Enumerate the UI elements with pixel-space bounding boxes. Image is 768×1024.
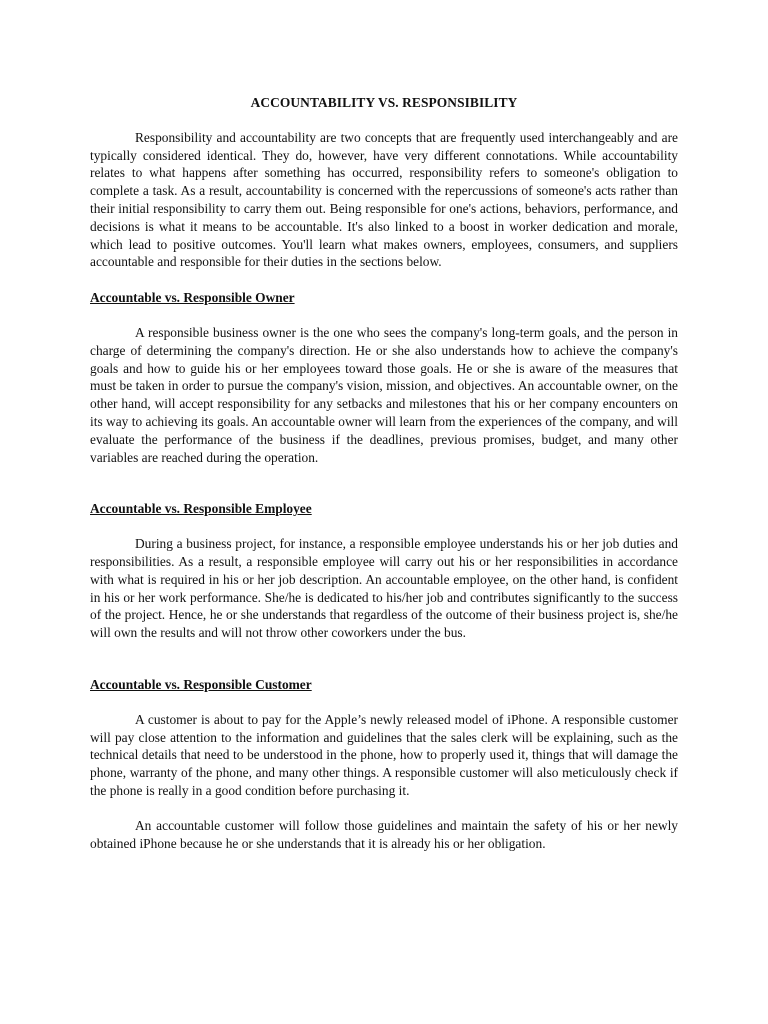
- spacer: [90, 694, 678, 711]
- spacer: [90, 518, 678, 535]
- section-heading-employee: Accountable vs. Responsible Employee: [90, 501, 312, 517]
- owner-paragraph: A responsible business owner is the one who sees the company's long-term goals, and the person in charge of determining the company's direction. He or she also understands how to achieve the company's goals and how to guide his or her employees toward those goals. He or she is aware of the measures that must be taken in order to pursue the company's vision, mission, and objectives. An accountable owner, on the other hand, will accept responsibility for any setbacks and milestones that his or her company encounters on its way to achieving its goals. An accountable owner will learn from the experiences of the company, and will evaluate the performance of the business if the deadlines, previous promises, budget, and many other variables are reached during the operation.: [90, 324, 678, 465]
- document-title: ACCOUNTABILITY VS. RESPONSIBILITY: [250, 95, 518, 110]
- spacer: [90, 800, 678, 817]
- employee-paragraph: During a business project, for instance, a responsible employee understands his or her job duties and responsibilities. As a result, a responsible employee will carry out his or her responsibilities in accordance with what is required in his or her job description. An accountable employee, on the other hand, is confident in his or her work performance. She/he is dedicated to his/her job and contributes significantly to the success of the project. Hence, he or she understands that regardless of the outcome of their business project is, she/he will own the results and will not throw other coworkers under the bus.: [90, 536, 678, 641]
- customer-paragraph-1: A customer is about to pay for the Apple’s newly released model of iPhone. A responsible customer will pay close attention to the information and guidelines that the sales clerk will be explaining, such as the technical details that need to be understood in the phone, how to properly used it, things that will damage the phone, warranty of the phone, and many other things. A responsible customer will also meticulously check if the phone is really in a good condition before purchasing it.: [90, 711, 678, 798]
- document-page: [90, 94, 678, 852]
- spacer: [90, 271, 678, 289]
- spacer: [90, 307, 678, 324]
- section-heading-customer: Accountable vs. Responsible Customer: [90, 676, 312, 692]
- spacer: [90, 642, 678, 676]
- section-heading-owner: Accountable vs. Responsible Owner: [90, 290, 295, 306]
- customer-paragraph-2: An accountable customer will follow those guidelines and maintain the safety of his or her newly obtained iPhone because he or she understands that it is already his or her obligation.: [90, 817, 678, 851]
- intro-paragraph: Responsibility and accountability are two concepts that are frequently used interchangeably and are typically considered identical. They do, however, have very different connotations. While accountability relates to what happens after something has occurred, responsibility refers to someone's obligation to complete a task. As a result, accountability is concerned with the repercussions of someone's acts rather than their initial responsibility to carry them out. Being responsible for one's actions, behaviors, performance, and decisions is what it means to be accountable. It's also linked to a boost in worker dedication and morale, which lead to positive outcomes. You'll learn what makes owners, employees, consumers, and suppliers accountable and responsible for their duties in the sections below.: [90, 129, 678, 270]
- spacer: [90, 466, 678, 500]
